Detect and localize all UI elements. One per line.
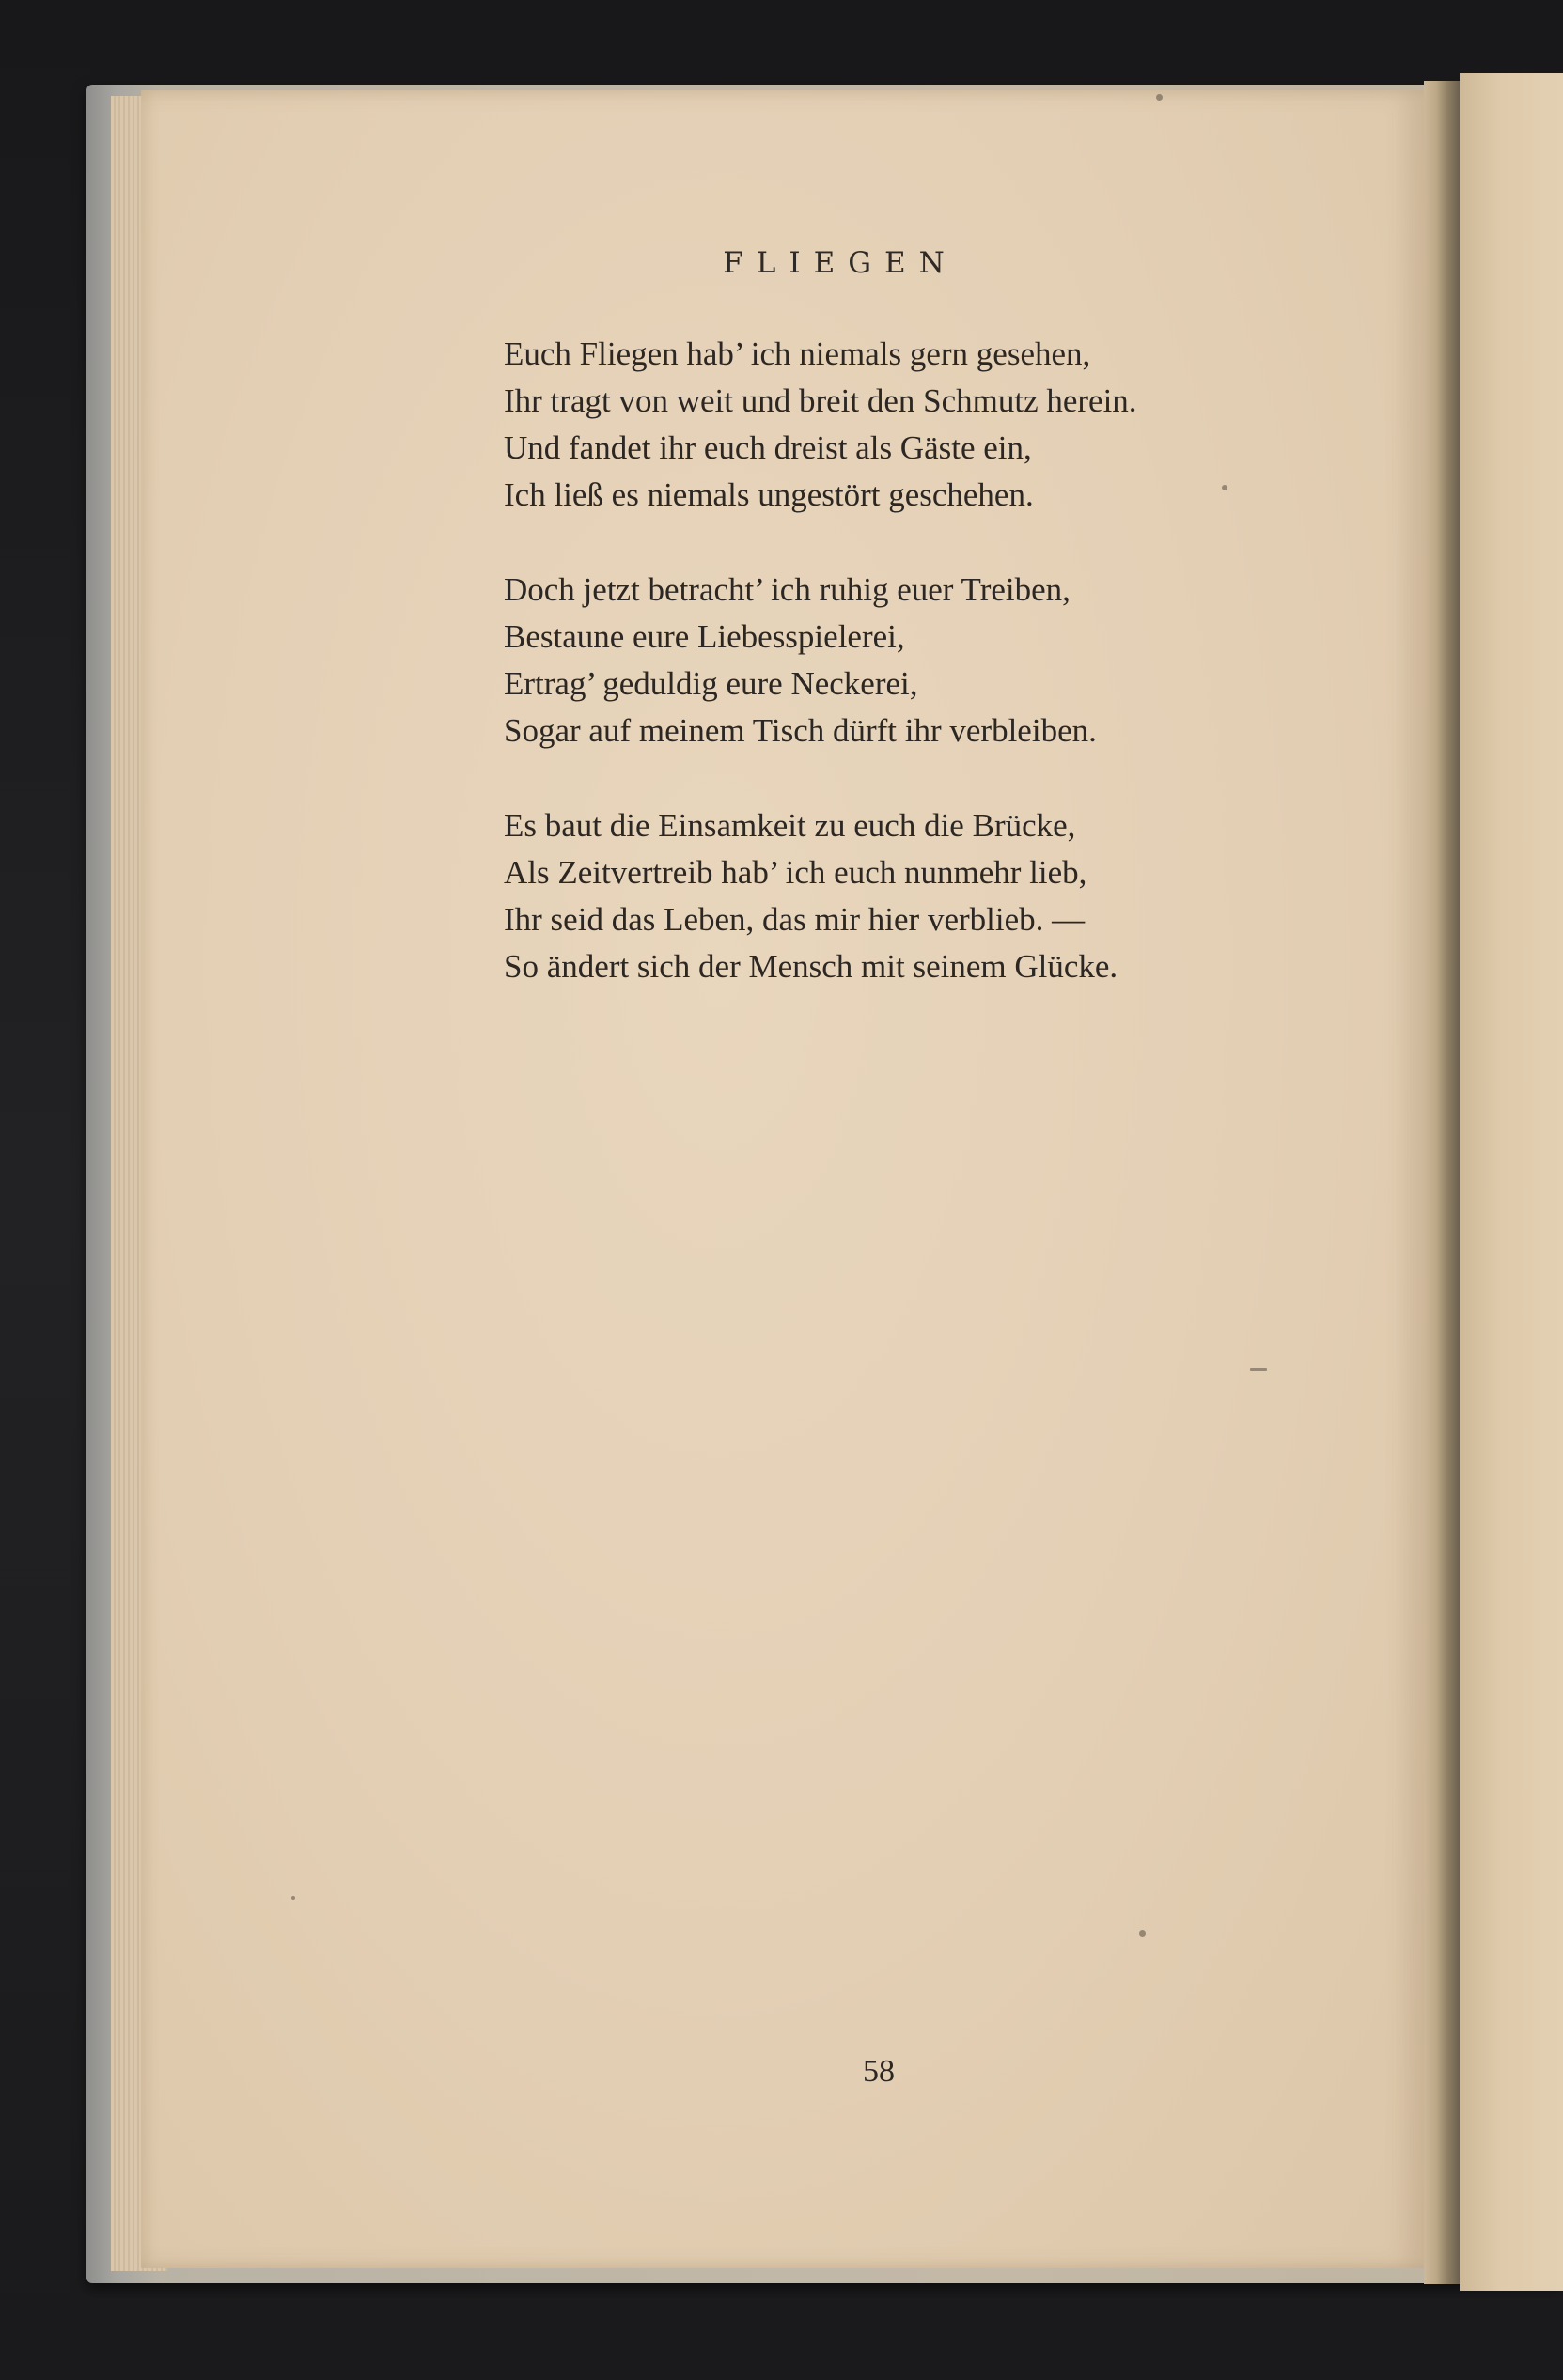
- poem-line: Ich ließ es niemals ungestört geschehen.: [504, 476, 1034, 513]
- poem-line: Ertrag’ geduldig eure Neckerei,: [504, 665, 918, 702]
- poem-body: [504, 331, 1274, 1038]
- poem-line: Bestaune eure Liebesspielerei,: [504, 618, 905, 655]
- poem-line: Als Zeitvertreib hab’ ich euch nunmehr lieb,: [504, 854, 1087, 891]
- book-gutter: [1424, 81, 1460, 2284]
- poem-line: Es baut die Einsamkeit zu euch die Brücke,: [504, 807, 1076, 844]
- page-number: 58: [863, 2054, 895, 2089]
- poem-line: Und fandet ihr euch dreist als Gäste ein,: [504, 429, 1032, 466]
- stanza: [504, 331, 1274, 519]
- paper-speck: [291, 1896, 295, 1900]
- stanza: [504, 567, 1274, 754]
- paper-speck: [1139, 1930, 1146, 1937]
- poem-line: So ändert sich der Mensch mit seinem Glücke.: [504, 948, 1118, 985]
- poem-line: Doch jetzt betracht’ ich ruhig euer Treiben,: [504, 571, 1071, 608]
- stanza: [504, 802, 1274, 990]
- poem-line: Sogar auf meinem Tisch dürft ihr verbleiben.: [504, 712, 1097, 749]
- poem-title: FLIEGEN: [723, 246, 958, 280]
- poem-line: Ihr tragt von weit und breit den Schmutz herein.: [504, 382, 1137, 419]
- poem-line: Ihr seid das Leben, das mir hier verblieb. —: [504, 901, 1086, 938]
- right-page-edge: [1460, 73, 1563, 2291]
- paper-speck: [1250, 1368, 1267, 1371]
- poem-line: Euch Fliegen hab’ ich niemals gern gesehen,: [504, 335, 1091, 372]
- paper-speck: [1156, 94, 1163, 101]
